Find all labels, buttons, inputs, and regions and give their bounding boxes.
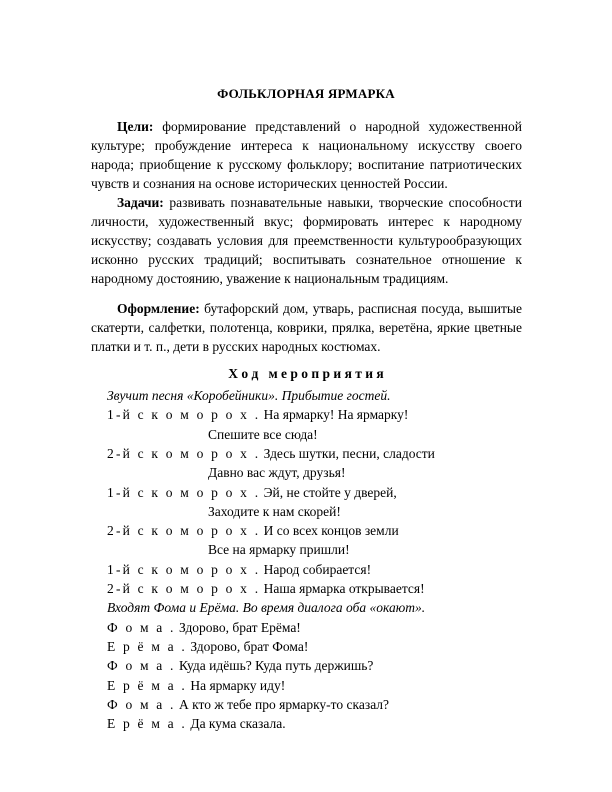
dialogue-text: На ярмарку иду! (186, 677, 286, 693)
speaker-name: 1-й с к о м о р о х . (107, 407, 261, 423)
dialogue-line (107, 521, 399, 540)
dialogue-line (107, 405, 408, 424)
speaker-name: 1-й с к о м о р о х . (107, 561, 261, 577)
dialogue-text: Здорово, брат Фома! (186, 638, 309, 654)
goals-label: Цели: (117, 119, 154, 134)
dialogue-continuation: Все на ярмарку пришли! (208, 542, 350, 558)
goals-paragraph (91, 117, 522, 193)
speaker-name: Е р ё м а . (107, 638, 187, 654)
speaker-name: 2-й с к о м о р о х . (107, 523, 261, 539)
decor-text: бутафорский дом, утварь, расписная посуда, вышитые скатерти, салфетки, полотенца, коврики, прялка, веретёна, яркие цветные платки и т. п., дети в русских народных костюмах. (91, 301, 522, 354)
speaker-name: 2-й с к о м о р о х . (107, 581, 261, 596)
stage-direction: Входят Фома и Ерёма. Во время диалога оба «окают». (107, 600, 426, 616)
section-heading: Х о д м е р о п р и я т и я (228, 366, 384, 381)
dialogue-line (107, 618, 301, 637)
dialogue-line (107, 676, 285, 695)
dialogue-continuation: Заходите к нам скорей! (208, 503, 341, 519)
dialogue-line (107, 637, 308, 656)
dialogue-line (107, 444, 435, 463)
tasks-label: Задачи: (117, 195, 164, 210)
dialogue-line (107, 714, 286, 733)
dialogue-line (107, 579, 425, 598)
speaker-name: 1-й с к о м о р о х . (107, 484, 261, 500)
dialogue-continuation: Спешите все сюда! (208, 426, 318, 442)
dialogue-continuation: Давно вас ждут, друзья! (208, 465, 346, 481)
goals-text: формирование представлений о народной художественной культуре; пробуждение интереса к национальному искусству своего народа; приобщение к русскому фольклору; воспитание патриотических чувств и сознания на основе исторических ценностей России. (91, 119, 522, 191)
dialogue-text: На ярмарку! На ярмарку! (260, 407, 409, 423)
tasks-text: развивать познавательные навыки, творческие способности личности, художественный вкус; формировать интерес к народному искусству; создавать условия для преемственности культурообразующих исконно русских традиций; воспитывать сознательное отношение к народному достоянию, уважение к национальным традициям. (91, 195, 522, 286)
speaker-name: Ф о м а . (107, 696, 176, 712)
dialogue-text: Здесь шутки, песни, сладости (260, 445, 435, 461)
dialogue-text: Куда идёшь? Куда путь держишь? (175, 658, 374, 674)
dialogue-line (107, 695, 389, 714)
dialogue-text: Наша ярмарка открывается! (260, 581, 425, 596)
speaker-name: Ф о м а . (107, 658, 176, 674)
dialogue-text: Здорово, брат Ерёма! (175, 619, 301, 635)
dialogue-text: Народ собирается! (260, 561, 372, 577)
dialogue-text: Да кума сказала. (186, 716, 286, 732)
page-title: ФОЛЬКЛОРНАЯ ЯРМАРКА (217, 86, 395, 101)
speaker-name: Е р ё м а . (107, 716, 187, 732)
speaker-name: Ф о м а . (107, 619, 176, 635)
dialogue-text: И со всех концов земли (260, 523, 399, 539)
dialogue-text: А кто ж тебе про ярмарку-то сказал? (175, 696, 390, 712)
stage-direction: Звучит песня «Коробейники». Прибытие гостей. (107, 388, 391, 403)
decor-paragraph (91, 299, 522, 356)
dialogue-line (107, 656, 373, 675)
speaker-name: Е р ё м а . (107, 677, 187, 693)
dialogue-line (107, 560, 371, 579)
speaker-name: 2-й с к о м о р о х . (107, 445, 261, 461)
dialogue-line (107, 483, 397, 502)
decor-label: Оформление: (117, 301, 200, 316)
tasks-paragraph (91, 193, 522, 288)
dialogue-text: Эй, не стойте у дверей, (260, 484, 397, 500)
